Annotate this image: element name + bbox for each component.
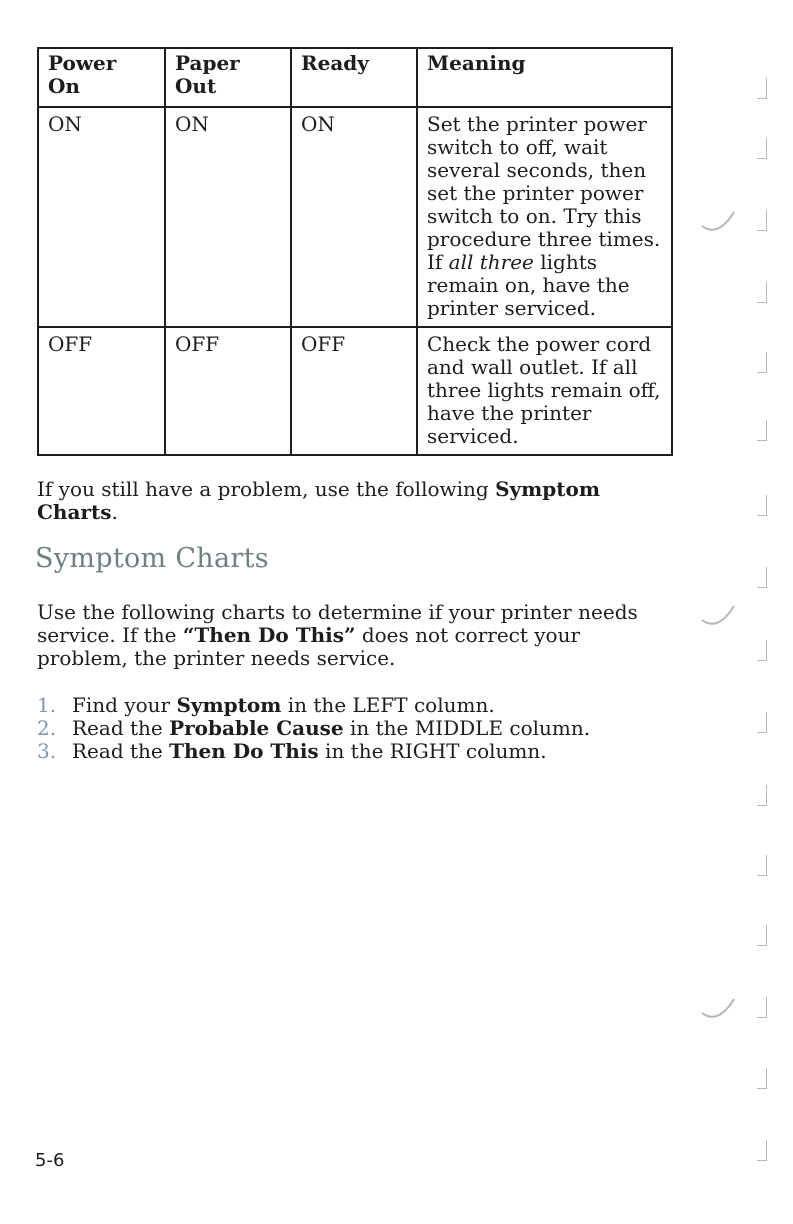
step-bold: Probable Cause <box>169 716 344 740</box>
tab-mark <box>757 495 767 516</box>
binding-hole-icon <box>698 602 738 632</box>
tab-mark <box>757 640 767 661</box>
tab-mark <box>757 282 767 303</box>
header-text: Power <box>48 51 117 75</box>
tab-mark <box>757 567 767 588</box>
cell-ready: OFF <box>291 327 417 455</box>
header-text: On <box>48 74 80 98</box>
header-meaning <box>417 48 672 107</box>
paragraph-text: Use the following charts to determine if your printer needs service. If the <box>37 600 638 647</box>
steps-list <box>37 694 677 763</box>
intro-paragraph <box>37 478 657 524</box>
paragraph-bold: “Then Do This” <box>182 623 356 647</box>
step-text: Read the <box>72 716 170 740</box>
intro-text: If you still have a problem, use the following <box>37 477 496 501</box>
table-row <box>38 327 672 455</box>
tab-mark <box>757 1140 767 1161</box>
list-item <box>37 740 677 763</box>
tab-mark <box>757 855 767 876</box>
cell-ready: ON <box>291 107 417 327</box>
step-text: Find your <box>72 693 177 717</box>
light-status-table <box>37 47 673 456</box>
meaning-text: lights remain on, have the printer serviced. <box>427 250 630 320</box>
meaning-text: Set the printer power switch to off, wait several seconds, then set the printer power switch to on. Try this procedure three times. If <box>427 112 661 274</box>
step-text: Read the <box>72 739 170 763</box>
page-number: 5-6 <box>35 1150 65 1171</box>
section-paragraph <box>37 601 657 670</box>
binding-hole-icon <box>698 995 738 1025</box>
tab-mark <box>757 1068 767 1089</box>
tab-mark <box>757 785 767 806</box>
meaning-emphasis: all three <box>448 250 534 274</box>
header-paper-out <box>165 48 291 107</box>
step-text: in the MIDDLE column. <box>343 716 591 740</box>
tab-mark <box>757 352 767 373</box>
step-number: 3. <box>37 739 57 763</box>
header-power-on <box>38 48 165 107</box>
cell-paper-out: ON <box>165 107 291 327</box>
header-text: Ready <box>301 51 369 75</box>
section-heading: Symptom Charts <box>35 543 269 574</box>
binding-hole-icon <box>698 208 738 238</box>
paragraph-text: does not correct your problem, the printer needs service. <box>37 623 581 670</box>
intro-bold: Symptom Charts <box>37 477 601 524</box>
cell-paper-out: OFF <box>165 327 291 455</box>
tab-mark <box>757 997 767 1018</box>
header-text: Paper <box>175 51 240 75</box>
step-number: 1. <box>37 693 57 717</box>
tab-mark <box>757 925 767 946</box>
tab-mark <box>757 210 767 231</box>
step-text: in the LEFT column. <box>281 693 495 717</box>
cell-meaning: Check the power cord and wall outlet. If all three lights remain off, have the printer serviced. <box>417 327 672 455</box>
step-text: in the RIGHT column. <box>318 739 547 763</box>
table-row <box>38 107 672 327</box>
header-ready <box>291 48 417 107</box>
step-bold: Symptom <box>176 693 282 717</box>
cell-power-on: OFF <box>38 327 165 455</box>
list-item <box>37 694 677 717</box>
step-bold: Then Do This <box>169 739 319 763</box>
cell-meaning <box>417 107 672 327</box>
header-text: Out <box>175 74 217 98</box>
tab-mark <box>757 78 767 99</box>
tab-mark <box>757 420 767 441</box>
cell-power-on: ON <box>38 107 165 327</box>
list-item <box>37 717 677 740</box>
step-number: 2. <box>37 716 57 740</box>
tab-mark <box>757 138 767 159</box>
tab-mark <box>757 712 767 733</box>
header-text: Meaning <box>427 51 526 75</box>
intro-text: . <box>111 500 118 524</box>
table-header-row <box>38 48 672 107</box>
